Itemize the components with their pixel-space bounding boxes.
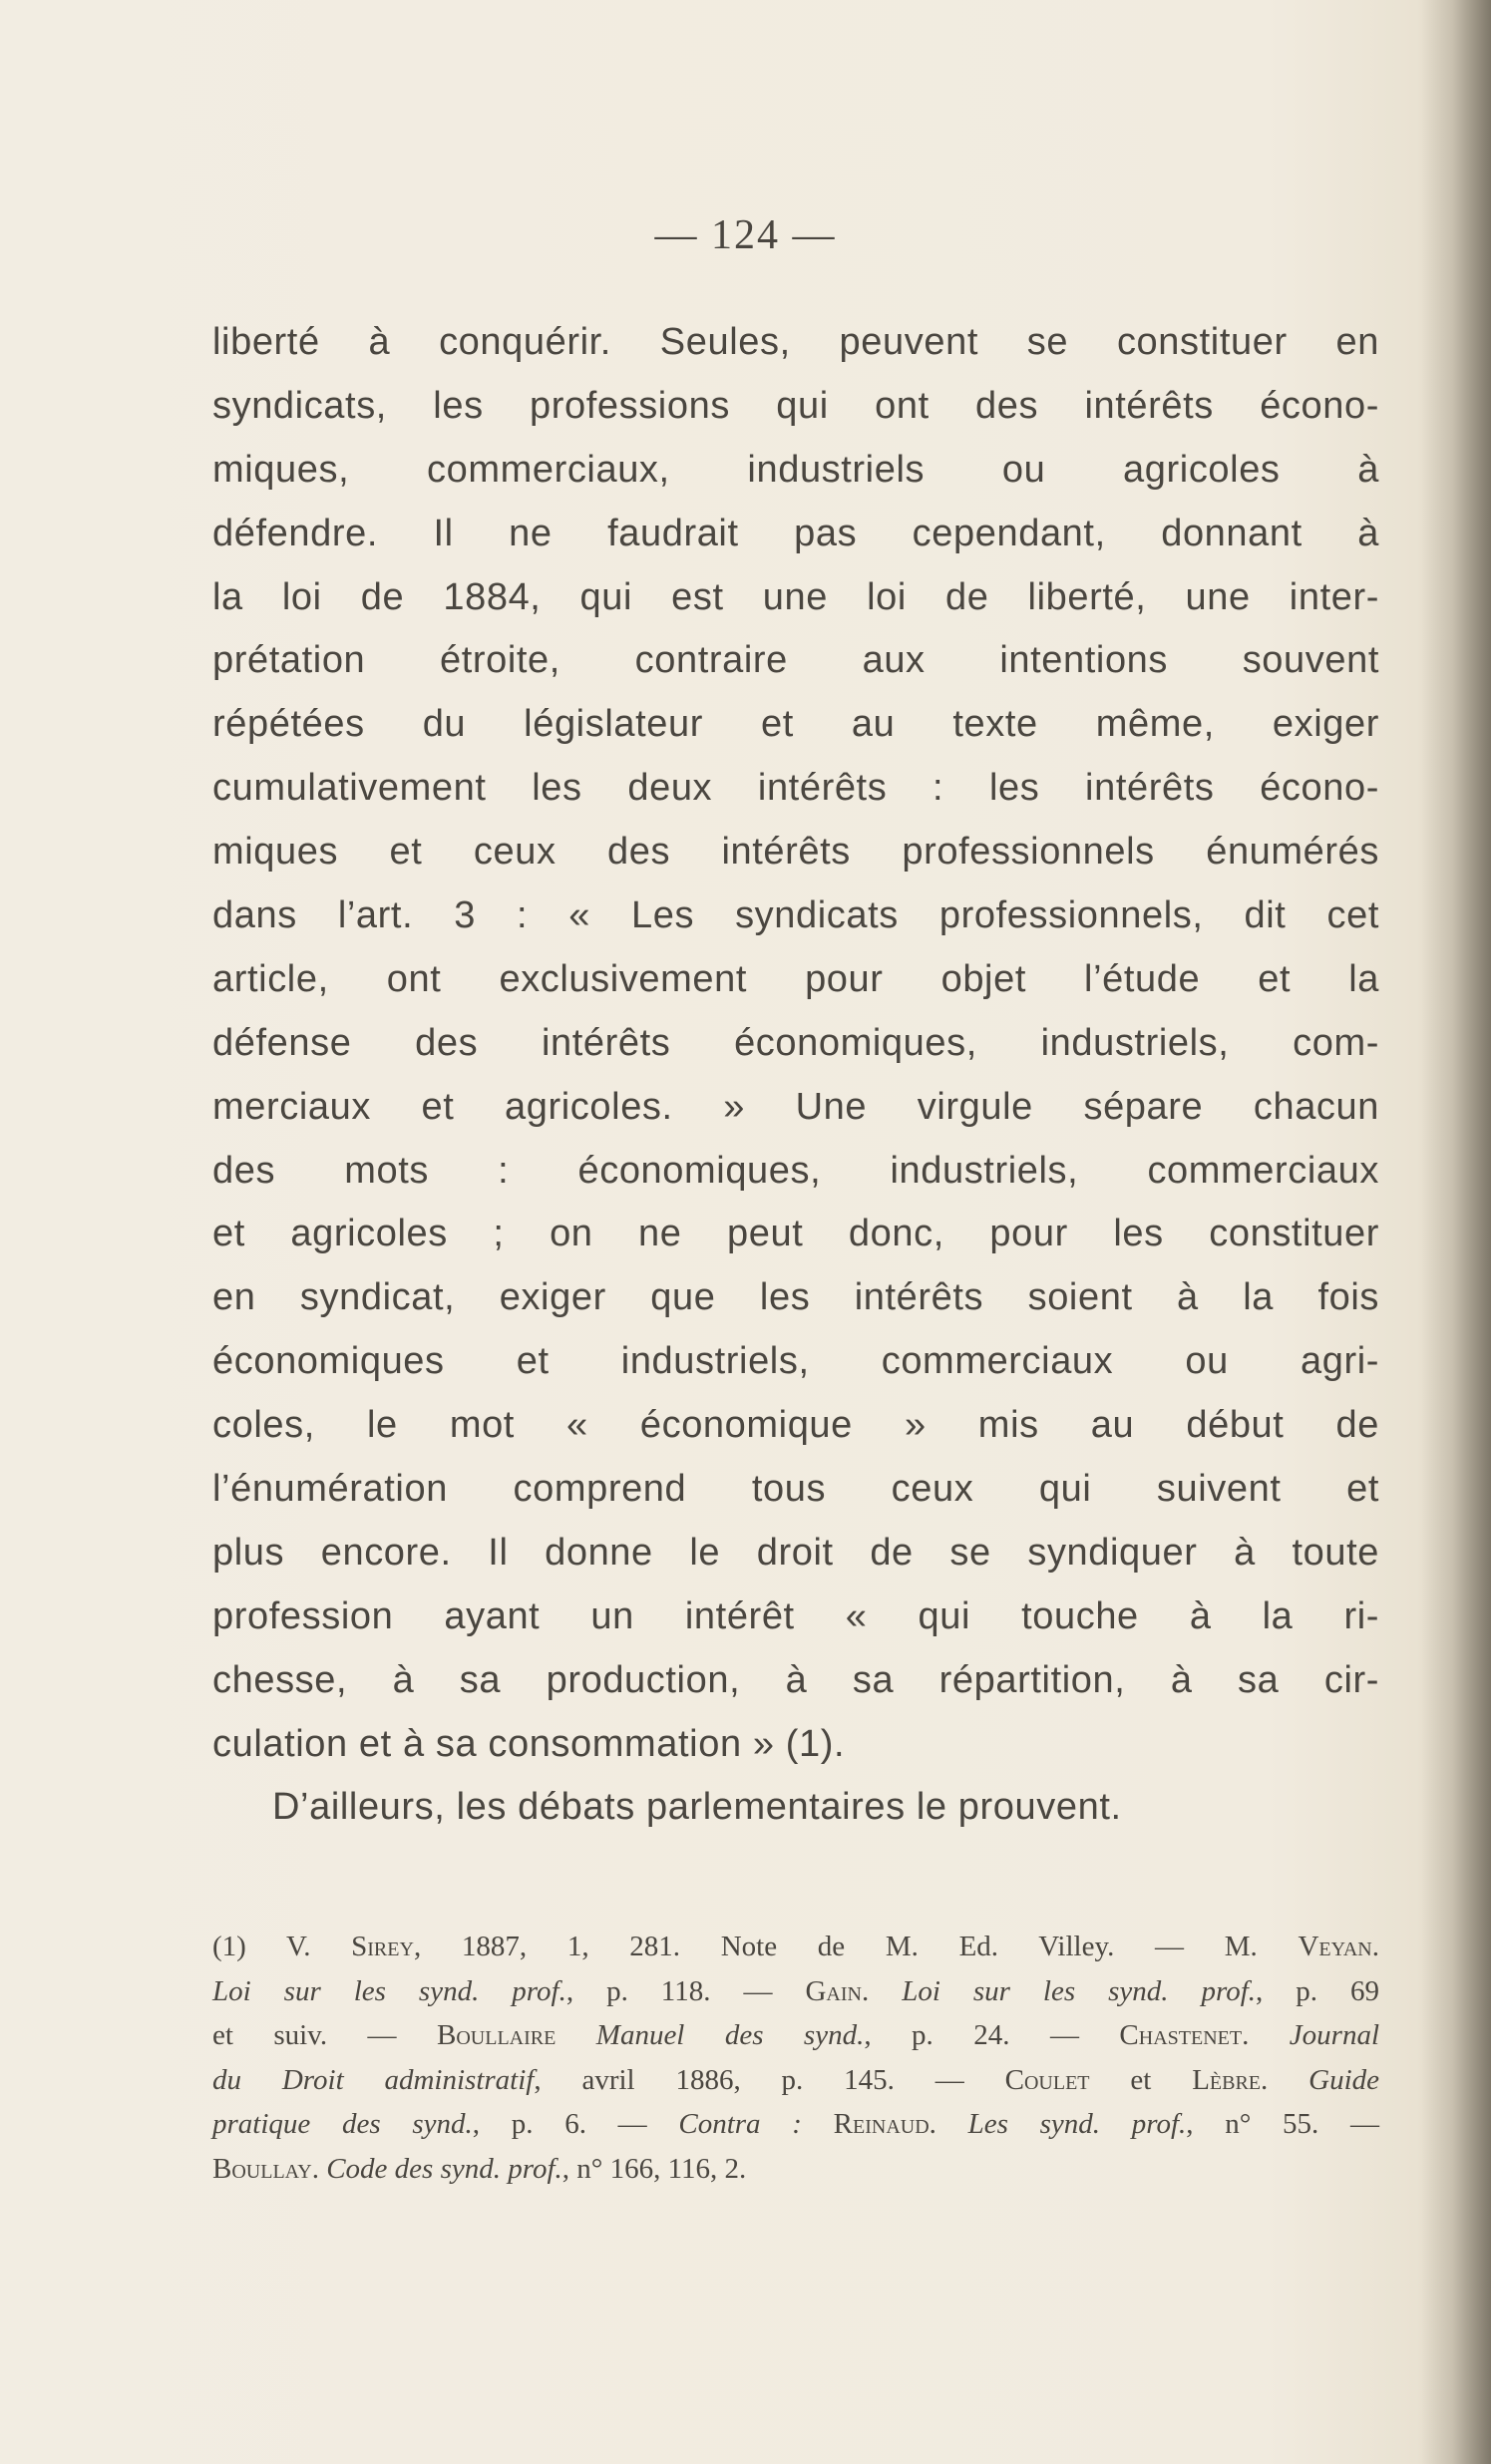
body-line: prétation étroite, contraire aux intentions souvent: [212, 639, 1379, 682]
footnote-line: (1) V. Sirey, 1887, 1, 281. Note de M. Ed. Villey. — M. Veyan.: [212, 1931, 1379, 1962]
body-line: article, ont exclusivement pour objet l’étude et la: [212, 957, 1379, 1000]
footnote-line: du Droit administratif, avril 1886, p. 145. — Coulet et Lèbre. Guide: [212, 2063, 1379, 2096]
body-line: miques et ceux des intérêts professionnels énumérés: [212, 831, 1379, 874]
body-line: en syndicat, exiger que les intérêts soient à la fois: [212, 1276, 1379, 1319]
body-text: [212, 311, 1379, 1840]
body-line: chesse, à sa production, à sa répartition, à sa cir-: [212, 1658, 1379, 1701]
body-line: l’énumération comprend tous ceux qui suivent et: [212, 1468, 1379, 1511]
body-line: défendre. Il ne faudrait pas cependant, donnant à: [212, 512, 1379, 554]
footnote-line: et suiv. — Boullaire Manuel des synd., p. 24. — Chastenet. Journal: [212, 2019, 1379, 2051]
body-line: D’ailleurs, les débats parlementaires le prouvent.: [272, 1786, 1122, 1829]
body-line: profession ayant un intérêt « qui touche à la ri-: [212, 1594, 1379, 1637]
body-line: syndicats, les professions qui ont des intérêts écono-: [212, 384, 1379, 427]
body-line: culation et à sa consommation » (1).: [212, 1722, 846, 1765]
body-line: défense des intérêts économiques, industriels, com-: [212, 1021, 1379, 1064]
body-line: merciaux et agricoles. » Une virgule sépare chacun: [212, 1085, 1379, 1128]
body-line: la loi de 1884, qui est une loi de liberté, une inter-: [212, 575, 1379, 618]
body-line: coles, le mot « économique » mis au début de: [212, 1404, 1379, 1447]
page-edge-shadow: [1421, 0, 1491, 2464]
body-line: économiques et industriels, commerciaux ou agri-: [212, 1340, 1379, 1383]
footnote-line: pratique des synd., p. 6. — Contra : Reinaud. Les synd. prof., n° 55. —: [212, 2108, 1380, 2140]
footnote: [212, 1925, 1379, 2191]
footnote-line: Boullay. Code des synd. prof., n° 166, 116, 2.: [212, 2152, 747, 2185]
page-number: — 124 —: [654, 212, 837, 258]
body-line: plus encore. Il donne le droit de se syndiquer à toute: [212, 1531, 1379, 1574]
body-line: liberté à conquérir. Seules, peuvent se constituer en: [212, 321, 1379, 363]
body-line: cumulativement les deux intérêts : les intérêts écono-: [212, 767, 1379, 810]
body-line: des mots : économiques, industriels, commerciaux: [212, 1149, 1379, 1192]
footnote-line: Loi sur les synd. prof., p. 118. — Gain. Loi sur les synd. prof., p. 69: [212, 1974, 1379, 2007]
body-line: dans l’art. 3 : « Les syndicats professionnels, dit cet: [212, 894, 1379, 937]
body-line: et agricoles ; on ne peut donc, pour les constituer: [212, 1213, 1379, 1255]
body-line: miques, commerciaux, industriels ou agricoles à: [212, 448, 1379, 491]
body-line: répétées du législateur et au texte même, exiger: [212, 703, 1379, 746]
